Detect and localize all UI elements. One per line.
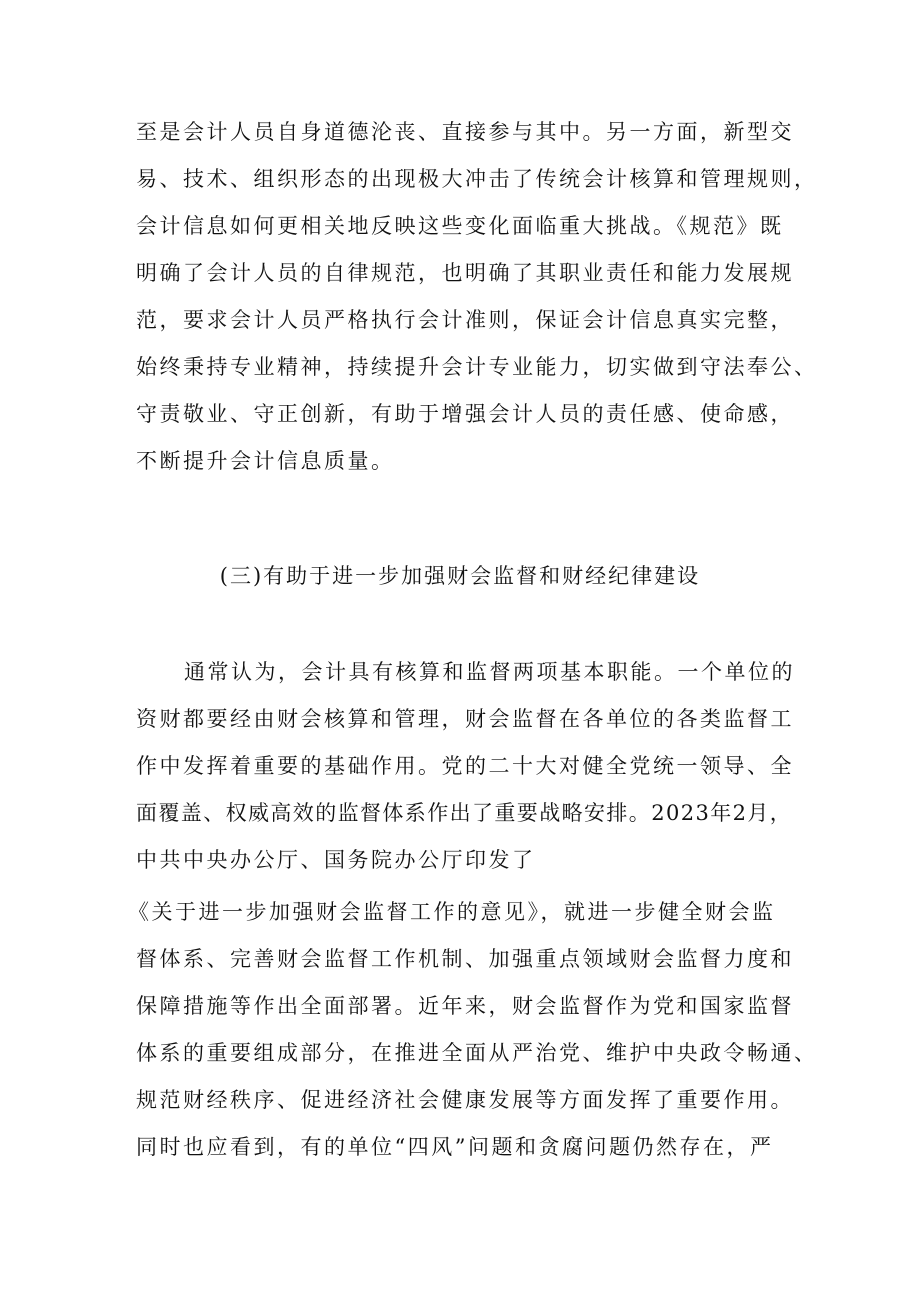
paragraph-2-line-1: 通常认为，会计具有核算和监督两项基本职能。一个单位的 [184, 660, 795, 684]
paragraph-2-line-3: 作中发挥着重要的基础作用。党的二十大对健全党统一领导、全 [136, 754, 794, 778]
paragraph-1-line-8: 不断提升会计信息质量。 [136, 449, 395, 473]
paragraph-2-line-8: 保障措施等作出全面部署。近年来，财会监督作为党和国家监督 [136, 994, 794, 1018]
paragraph-1-line-5: 范，要求会计人员严格执行会计准则，保证会计信息真实完整， [136, 308, 794, 332]
paragraph-2-line-4: 面覆盖、权威高效的监督体系作出了重要战略安排。2023年2月， [136, 801, 793, 825]
paragraph-2-line-7: 督体系、完善财会监督工作机制、加强重点领域财会监督力度和 [136, 947, 794, 971]
paragraph-2-line-9: 体系的重要组成部分，在推进全面从严治党、维护中央政令畅通、 [136, 1041, 818, 1065]
paragraph-2-line-5: 中共中央办公厅、国务院办公厅印发了 [136, 848, 536, 872]
paragraph-1-line-4: 明确了会计人员的自律规范，也明确了其职业责任和能力发展规 [136, 261, 794, 285]
paragraph-2-line-6: 《关于进一步加强财会监督工作的意见》，就进一步健全财会监 [128, 900, 776, 924]
paragraph-1-line-7: 守责敬业、守正创新，有助于增强会计人员的责任感、使命感， [136, 402, 794, 426]
paragraph-2-line-10: 规范财经秩序、促进经济社会健康发展等方面发挥了重要作用。 [136, 1088, 794, 1112]
section-heading: (三)有助于进一步加强财会监督和财经纪律建设 [219, 564, 701, 588]
paragraph-1-line-2: 易、技术、组织形态的出现极大冲击了传统会计核算和管理规则， [136, 167, 818, 191]
paragraph-1-line-1: 至是会计人员自身道德沦丧、直接参与其中。另一方面，新型交 [136, 120, 794, 144]
paragraph-1-line-3: 会计信息如何更相关地反映这些变化面临重大挑战。《规范》既 [136, 214, 784, 238]
paragraph-2-line-11: 同时也应看到，有的单位“四风”问题和贪腐问题仍然存在，严 [136, 1135, 774, 1159]
paragraph-1-line-6: 始终秉持专业精神，持续提升会计专业能力，切实做到守法奉公、 [136, 355, 818, 379]
paragraph-2-line-2: 资财都要经由财会核算和管理，财会监督在各单位的各类监督工 [136, 707, 794, 731]
